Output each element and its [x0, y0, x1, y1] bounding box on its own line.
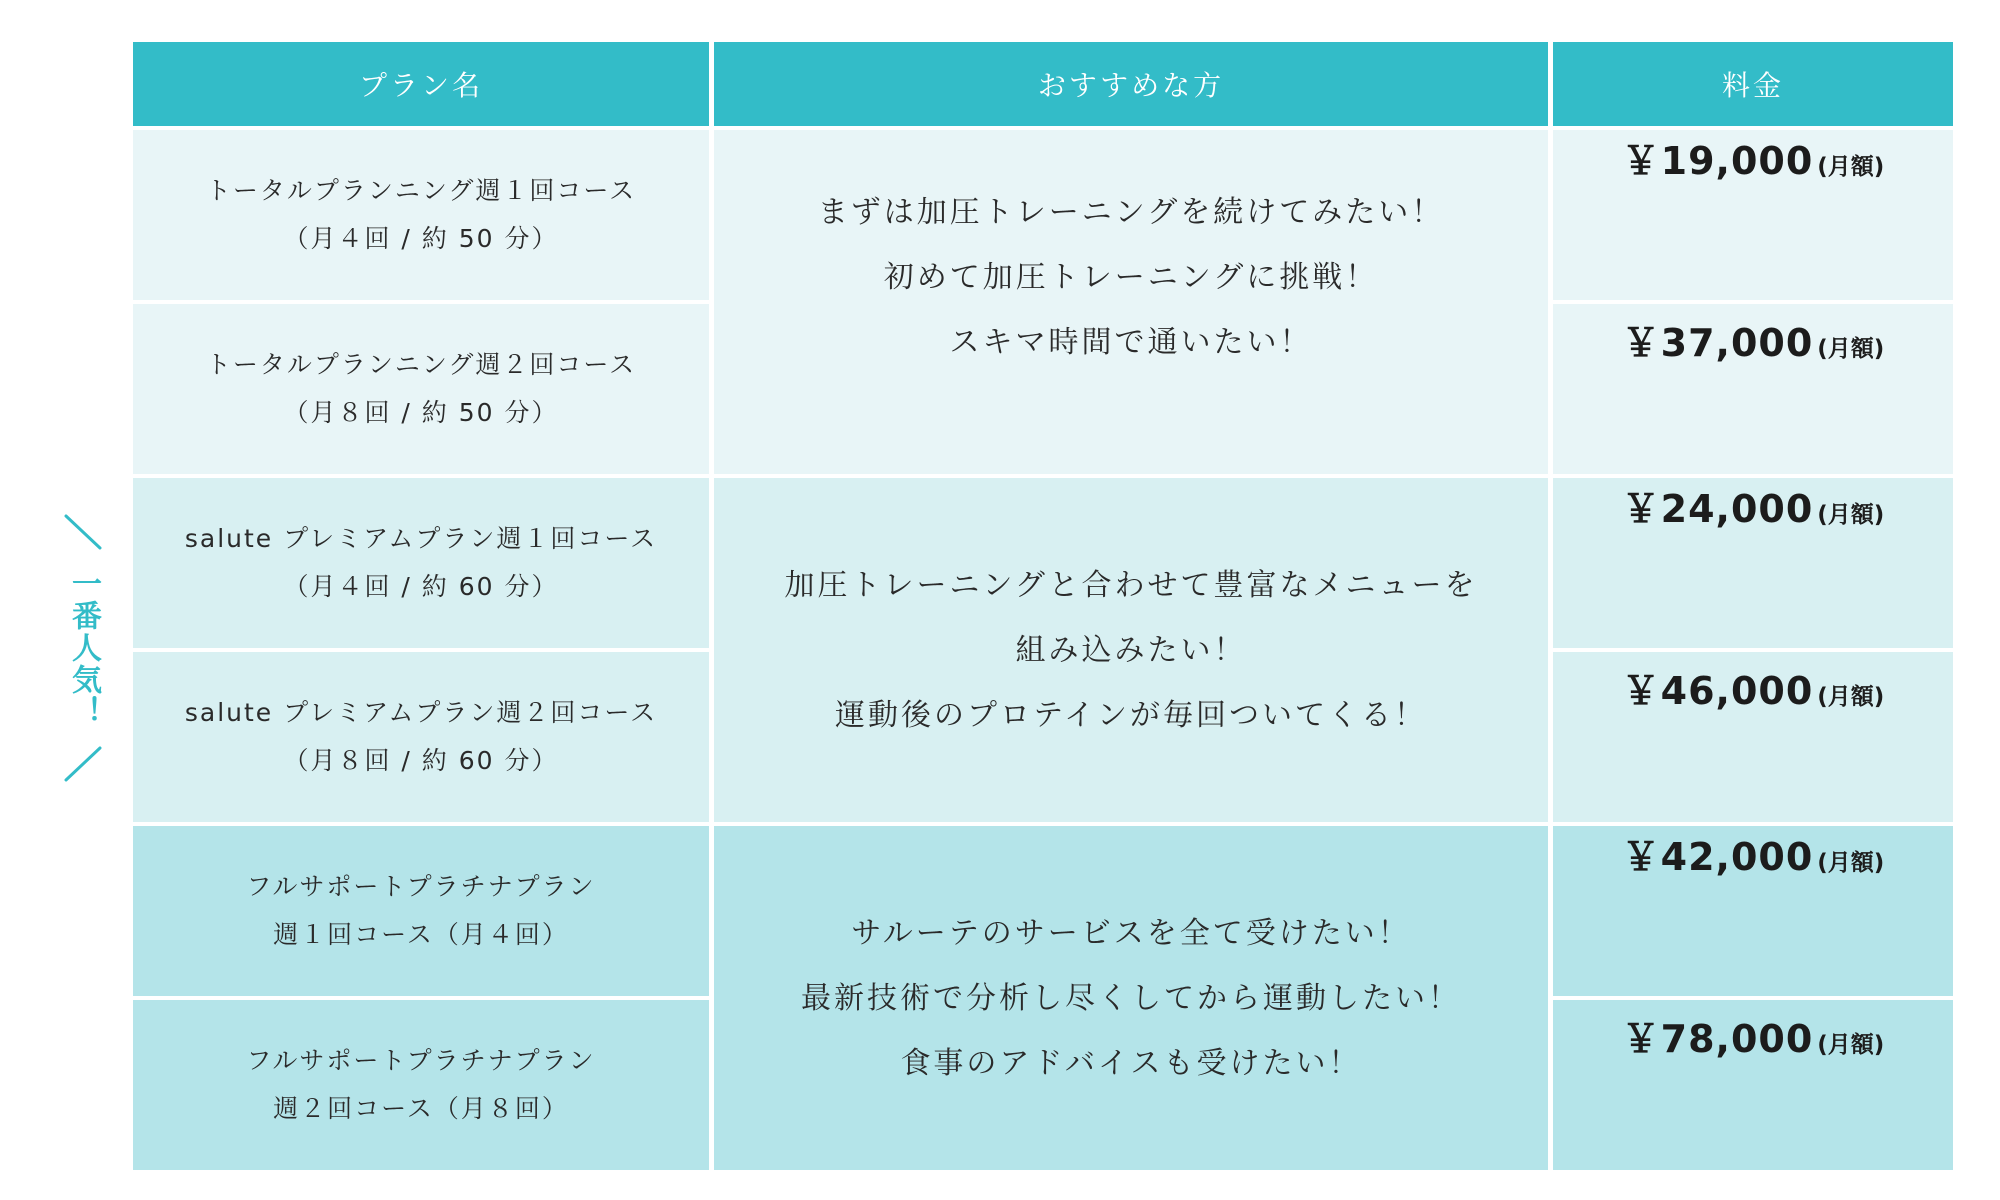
recommended-line: まずは加圧トレーニングを続けてみたい！ [817, 194, 1445, 230]
price-unit: (月額) [1817, 336, 1885, 362]
price-amount: ￥78,000 [1621, 1017, 1814, 1061]
header-plan-name: プラン名 [133, 42, 709, 126]
price-amount: ￥24,000 [1621, 487, 1814, 531]
plan-name: フルサポートプラチナプラン [246, 1046, 596, 1075]
plan-name-cell [133, 478, 709, 648]
recommended-line: 最新技術で分析し尽くしてから運動したい！ [801, 980, 1461, 1016]
plan-name: salute プレミアムプラン週２回コース [184, 698, 658, 727]
price-unit: (月額) [1817, 1032, 1885, 1058]
price-unit: (月額) [1817, 684, 1885, 710]
price-unit: (月額) [1817, 850, 1885, 876]
price-unit: (月額) [1817, 154, 1885, 180]
plan-detail: 週２回コース（月８回） [273, 1094, 569, 1123]
plan-detail: 週１回コース（月４回） [273, 920, 569, 949]
plan-name-cell [133, 304, 709, 474]
recommended-line: サルーテのサービスを全て受けたい！ [851, 915, 1411, 951]
price-amount: ￥46,000 [1621, 669, 1814, 713]
recommended-line: スキマ時間で通いたい！ [949, 324, 1313, 360]
popular-callout [58, 512, 108, 784]
plan-name-cell [133, 652, 709, 822]
price-unit: (月額) [1817, 502, 1885, 528]
recommended-line: 運動後のプロテインが毎回ついてくる！ [835, 697, 1427, 733]
price-cell [1553, 478, 1953, 648]
header-recommended-for: おすすめな方 [714, 42, 1548, 126]
plan-name: トータルプランニング週２回コース [205, 350, 637, 379]
plan-name: トータルプランニング週１回コース [205, 176, 637, 205]
recommended-line: 初めて加圧トレーニングに挑戦！ [883, 259, 1379, 295]
plan-name-cell [133, 826, 709, 996]
recommended-line: 組み込みたい！ [1015, 632, 1247, 668]
pricing-table [133, 42, 1953, 1166]
recommended-for-cell [714, 826, 1548, 1170]
plan-detail: （月８回 / 約 50 分） [283, 398, 559, 427]
popular-label: 一番人気！ [66, 568, 101, 728]
plan-name-cell [133, 1000, 709, 1170]
price-cell [1553, 130, 1953, 300]
plan-detail: （月４回 / 約 60 分） [283, 572, 559, 601]
recommended-for-cell [714, 478, 1548, 822]
recommended-line: 食事のアドバイスも受けたい！ [900, 1045, 1362, 1081]
slash-top-icon [58, 512, 108, 552]
plan-detail: （月８回 / 約 60 分） [283, 746, 559, 775]
price-amount: ￥37,000 [1621, 321, 1814, 365]
header-price: 料金 [1553, 42, 1953, 126]
price-cell [1553, 652, 1953, 822]
price-amount: ￥42,000 [1621, 835, 1814, 879]
plan-name: フルサポートプラチナプラン [246, 872, 596, 901]
plan-name-cell [133, 130, 709, 300]
price-cell [1553, 304, 1953, 474]
recommended-for-cell [714, 130, 1548, 474]
price-amount: ￥19,000 [1621, 139, 1814, 183]
recommended-line: 加圧トレーニングと合わせて豊富なメニューを [784, 567, 1478, 603]
plan-detail: （月４回 / 約 50 分） [283, 224, 559, 253]
price-cell [1553, 1000, 1953, 1170]
slash-bottom-icon [58, 744, 108, 784]
plan-name: salute プレミアムプラン週１回コース [184, 524, 658, 553]
price-cell [1553, 826, 1953, 996]
